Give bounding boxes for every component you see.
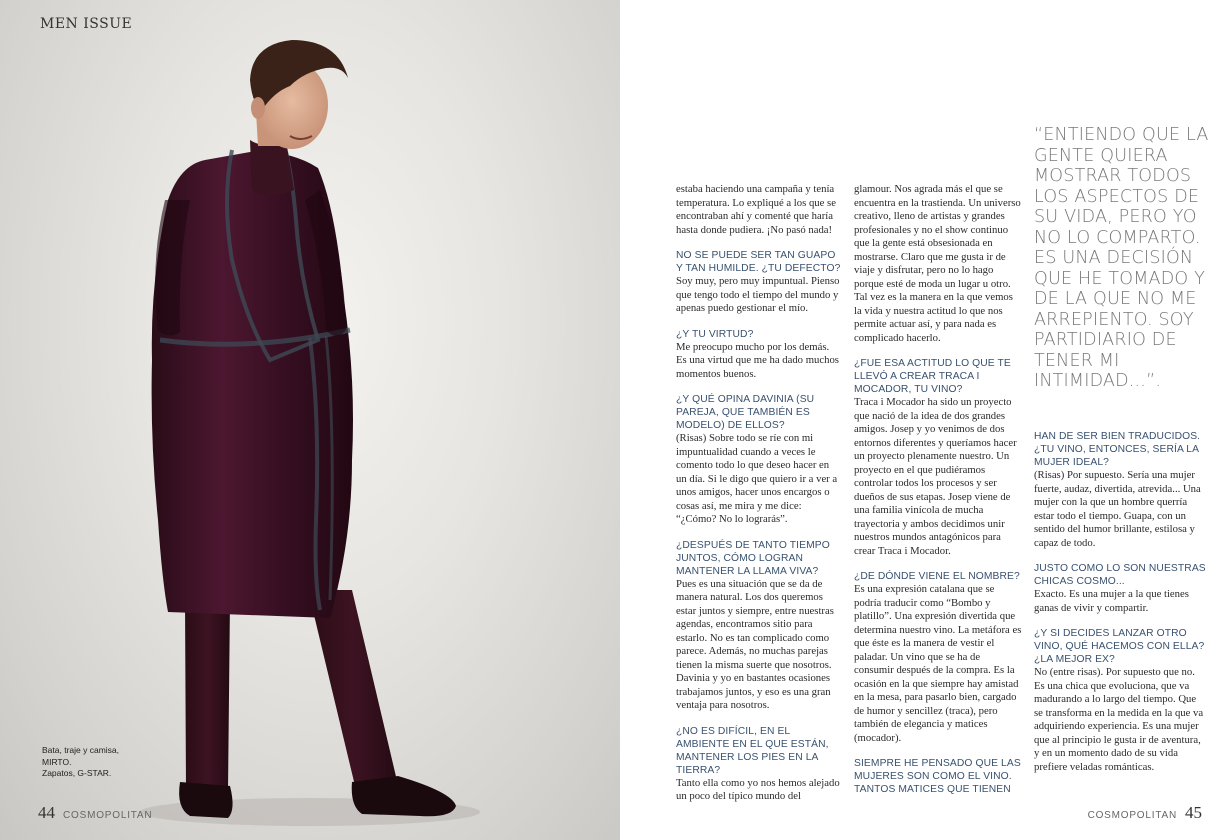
text-column-1 bbox=[676, 183, 842, 804]
caption-line: Zapatos, G-STAR. bbox=[42, 768, 112, 778]
interview-question: HAN DE SER BIEN TRADUCIDOS. ¿TU VINO, ENTONCES, SERÍA LA MUJER IDEAL? bbox=[1034, 431, 1201, 468]
interview-answer: Es una expresión catalana que se podría traducir como “Bombo y platillo”. Una expresión divertida que determina nuestro vino. La metáfora es que éste es la manera de vestir el paladar. Un vino que se ha de consumir después de la compra. Es la ocasión en la que siempre hay amistad en la mesa, para pasarlo bien, cargado de humor y sencillez (traca), pero también de elegancia y matices (mocador). bbox=[854, 583, 1022, 744]
footer-brand: COSMOPOLITAN bbox=[63, 810, 153, 821]
pull-quote: “ENTIENDO QUE LA GENTE QUIERA MOSTRAR TODOS LOS ASPECTOS DE SU VIDA, PERO YO NO LO COMPARTO. ES UNA DECISIÓN QUE HE TOMADO Y DE LA QUE NO ME ARREPIENTO. SOY PARTIDIARIO DE TENER MI INTIMIDAD...”. bbox=[1034, 125, 1209, 391]
interview-question: ¿DESPUÉS DE TANTO TIEMPO JUNTOS, CÓMO LOGRAN MANTENER LA LLAMA VIVA? bbox=[676, 539, 830, 577]
footer-left bbox=[38, 803, 152, 823]
footer-brand: COSMOPOLITAN bbox=[1087, 810, 1177, 821]
interview-answer: (Risas) Por supuesto. Sería una mujer fuerte, audaz, divertida, atrevida... Una mujer con la que un hombre querría estar todo el tiempo. Guapa, con un sentido del humor brillante, estilosa y capaz de todo. bbox=[1034, 469, 1201, 549]
interview-question: ¿FUE ESA ACTITUD LO QUE TE LLEVÓ A CREAR TRACA I MOCADOR, TU VINO? bbox=[854, 358, 1011, 395]
interview-question: ¿Y QUÉ OPINA DAVINIA (SU PAREJA, QUE TAMBIÉN ES MODELO) DE ELLOS? bbox=[676, 394, 815, 431]
interview-question: ¿DE DÓNDE VIENE EL NOMBRE? bbox=[854, 571, 1020, 582]
interview-question: ¿Y TU VIRTUD? bbox=[676, 328, 754, 340]
interview-answer: Me preocupo mucho por los demás. Es una virtud que me ha dado muchos momentos buenos. bbox=[676, 340, 839, 380]
interview-answer: Tanto ella como yo nos hemos alejado un poco del típico mundo del bbox=[676, 776, 840, 802]
caption-line: Bata, traje y camisa, bbox=[42, 745, 120, 755]
interview-question: ¿NO ES DIFÍCIL, EN EL AMBIENTE EN EL QUE ESTÁN, MANTENER LOS PIES EN LA TIERRA? bbox=[676, 725, 829, 776]
interview-answer: estaba haciendo una campaña y tenía temperatura. Lo expliqué a los que se encontraban ahí y comenté que haría hasta donde pudiera. ¡No pasó nada! bbox=[676, 183, 836, 236]
right-page bbox=[620, 0, 1224, 840]
interview-answer: No (entre risas). Por supuesto que no. Es una chica que evoluciona, que va madurando a lo largo del tiempo. Que se transforma en la medida en la que va adquiriendo experiencia. Es una mujer que al principio le gusta ir de aventura, y en un momento dado de su vida prefiere veladas románticas. bbox=[1034, 666, 1204, 773]
caption-line: MIRTO. bbox=[42, 756, 72, 767]
interview-answer: Soy muy, pero muy impuntual. Pienso que tengo todo el tiempo del mundo y apenas puedo gestionar el mío. bbox=[676, 275, 840, 314]
interview-answer: glamour. Nos agrada más el que se encuentra en la trastienda. Un universo creativo, lleno de artistas y grandes profesionales y no el show continuo que la gente está obsesionada en mostrarse. Claro que me gusta ir de viaje y disfrutar, pero no lo hago porque esté de moda un lugar u otro. Tal vez es la manera en la que vemos la vida y nuestra actitud lo que nos permite actuar así, y para nada es complicado hacerlo. bbox=[854, 183, 1021, 344]
footer-right bbox=[1088, 803, 1202, 823]
interview-question: NO SE PUEDE SER TAN GUAPO Y TAN HUMILDE. ¿TU DEFECTO? bbox=[676, 250, 841, 274]
interview-answer: Exacto. Es una mujer a la que tienes ganas de vivir y compartir. bbox=[1034, 588, 1189, 614]
interview-question: JUSTO COMO LO SON NUESTRAS CHICAS COSMO... bbox=[1034, 563, 1206, 587]
interview-answer: Pues es una situación que se da de manera natural. Los dos queremos estar juntos y siempre, entre nuestras agendas, encontramos sitio para estarlo. No es tan complicado como parece. Además, no muchas parejas tienen la misma suerte que nosotros. Davinia y yo en bastantes ocasiones trabajamos juntos, y eso es una gran ventaja para nosotros. bbox=[676, 577, 834, 711]
interview-question: SIEMPRE HE PENSADO QUE LAS MUJERES SON COMO EL VINO. TANTOS MATICES QUE TIENEN bbox=[854, 758, 1021, 795]
page-number: 44 bbox=[38, 803, 55, 822]
interview-answer: (Risas) Sobre todo se ríe con mi impuntualidad cuando a veces le comento todo lo que deseo hacer en un día. Si le digo que quiero ir a ver a unos amigos, hacer unos encargos o cosas así, me mira y me dice: “¿Cómo? No lo lograrás”. bbox=[676, 432, 838, 525]
photo-caption bbox=[42, 745, 119, 780]
text-column-2 bbox=[854, 183, 1022, 796]
text-column-3 bbox=[1034, 430, 1206, 774]
interview-question: ¿Y SI DECIDES LANZAR OTRO VINO, QUÉ HACEMOS CON ELLA? ¿LA MEJOR EX? bbox=[1034, 628, 1205, 665]
section-label: MEN ISSUE bbox=[40, 16, 133, 32]
interview-answer: Traca i Mocador ha sido un proyecto que nació de la idea de dos grandes amigos. Josep y yo venimos de dos entornos diferentes y queríamos hacer un proyecto plenamente nuestro. Un proyecto en el que pudiéramos controlar todos los procesos y ser dueños de sus etapas. Josep viene de una familia vinícola de mucha trayectoria y ambos decidimos unir nuestros mundos antagónicos para crear Traca i Mocador. bbox=[854, 396, 1017, 557]
page-number: 45 bbox=[1185, 803, 1202, 822]
